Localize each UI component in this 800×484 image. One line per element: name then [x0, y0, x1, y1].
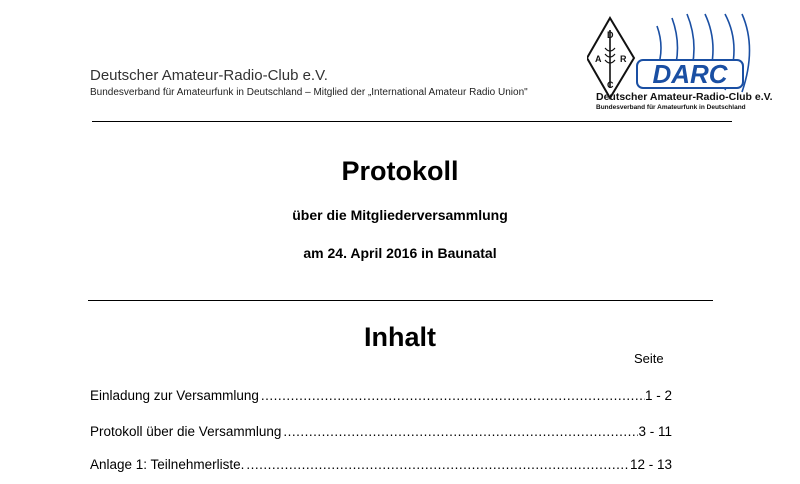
organization-subtitle: Bundesverband für Amateurfunk in Deutschland – Mitglied der „International Amateur Radio Union" — [90, 87, 528, 98]
toc-page-header: Seite — [634, 351, 664, 366]
document-date-line: am 24. April 2016 in Baunatal — [303, 245, 497, 261]
title-divider — [88, 300, 713, 301]
toc-entry-pages: 12 - 13 — [629, 457, 672, 472]
organization-name: Deutscher Amateur-Radio-Club e.V. — [90, 67, 328, 84]
toc-entry-label: Einladung zur Versammlung — [90, 388, 259, 403]
document-title: Protokoll — [341, 156, 459, 186]
toc-entry-pages: 1 - 2 — [644, 388, 672, 403]
toc-entry-pages: 3 - 11 — [638, 424, 672, 439]
logo-letter-c: C — [607, 80, 614, 90]
toc-leader-dots — [244, 457, 630, 472]
toc-leader-dots — [281, 424, 638, 439]
logo-caption-line1: Deutscher Amateur-Radio-Club e.V. — [596, 91, 773, 103]
logo-letter-r: R — [620, 54, 627, 64]
logo-letter-d: D — [607, 30, 614, 40]
header-divider — [92, 121, 732, 122]
logo-wordmark: DARC — [652, 59, 728, 89]
logo-caption-line2: Bundesverband für Amateurfunk in Deutschland — [596, 104, 746, 111]
document-subtitle: über die Mitgliederversammlung — [292, 207, 508, 223]
toc-entry-label: Protokoll über die Versammlung — [90, 424, 282, 439]
logo-letter-a: A — [595, 54, 602, 64]
toc-leader-dots — [259, 388, 645, 403]
toc-entry-label: Anlage 1: Teilnehmerliste. — [90, 457, 245, 472]
toc-heading: Inhalt — [364, 322, 436, 352]
toc-entry — [90, 388, 672, 403]
toc-entry — [90, 457, 672, 472]
toc-entry — [90, 424, 672, 439]
